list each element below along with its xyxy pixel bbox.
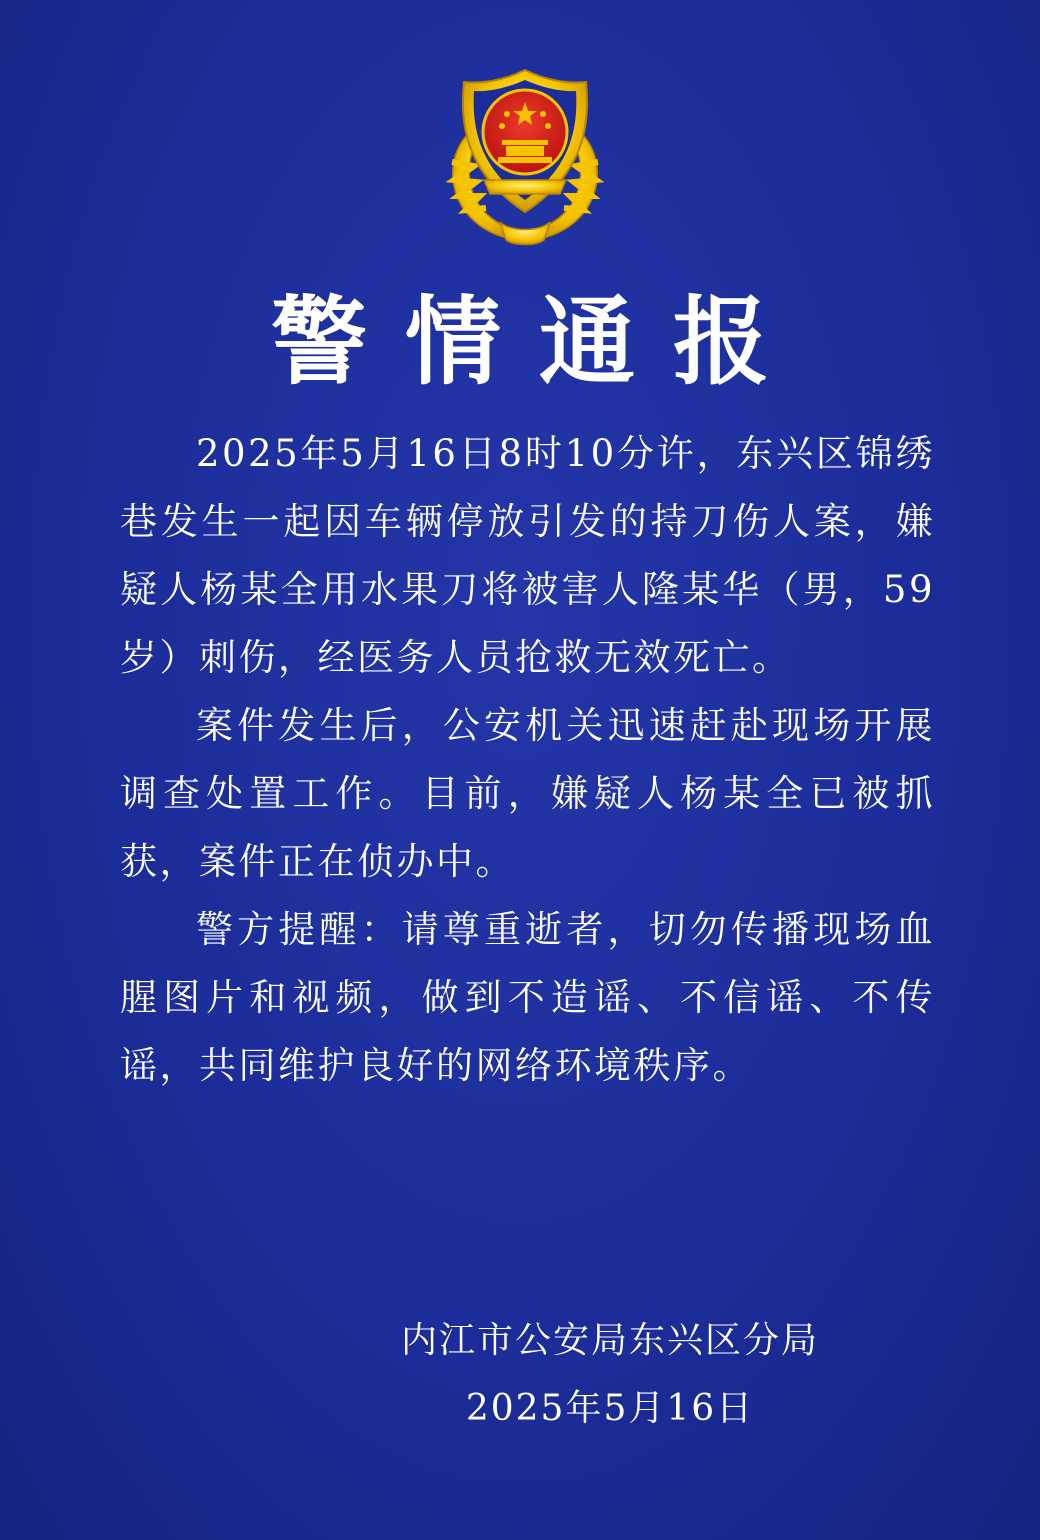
paragraph-response: 案件发生后，公安机关迅速赶赴现场开展调查处置工作。目前，嫌疑人杨某全已被抓获，案件正在侦办中。	[120, 704, 935, 883]
issue-date: 2025年5月16日	[465, 1388, 755, 1429]
police-badge-icon	[440, 62, 610, 248]
issuing-organization: 内江市公安局东兴区分局	[400, 1320, 819, 1361]
page-title: 警情通报	[271, 286, 807, 398]
paragraph-reminder: 警方提醒：请尊重逝者，切勿传播现场血腥图片和视频，做到不造谣、不信谣、不传谣，共同维护良好的网络环境秩序。	[120, 908, 935, 1087]
notice-body	[120, 420, 935, 1100]
paragraph-incident: 2025年5月16日8时10分许，东兴区锦绣巷发生一起因车辆停放引发的持刀伤人案，嫌疑人杨某全用水果刀将被害人隆某华（男，59岁）刺伤，经医务人员抢救无效死亡。	[120, 432, 935, 679]
